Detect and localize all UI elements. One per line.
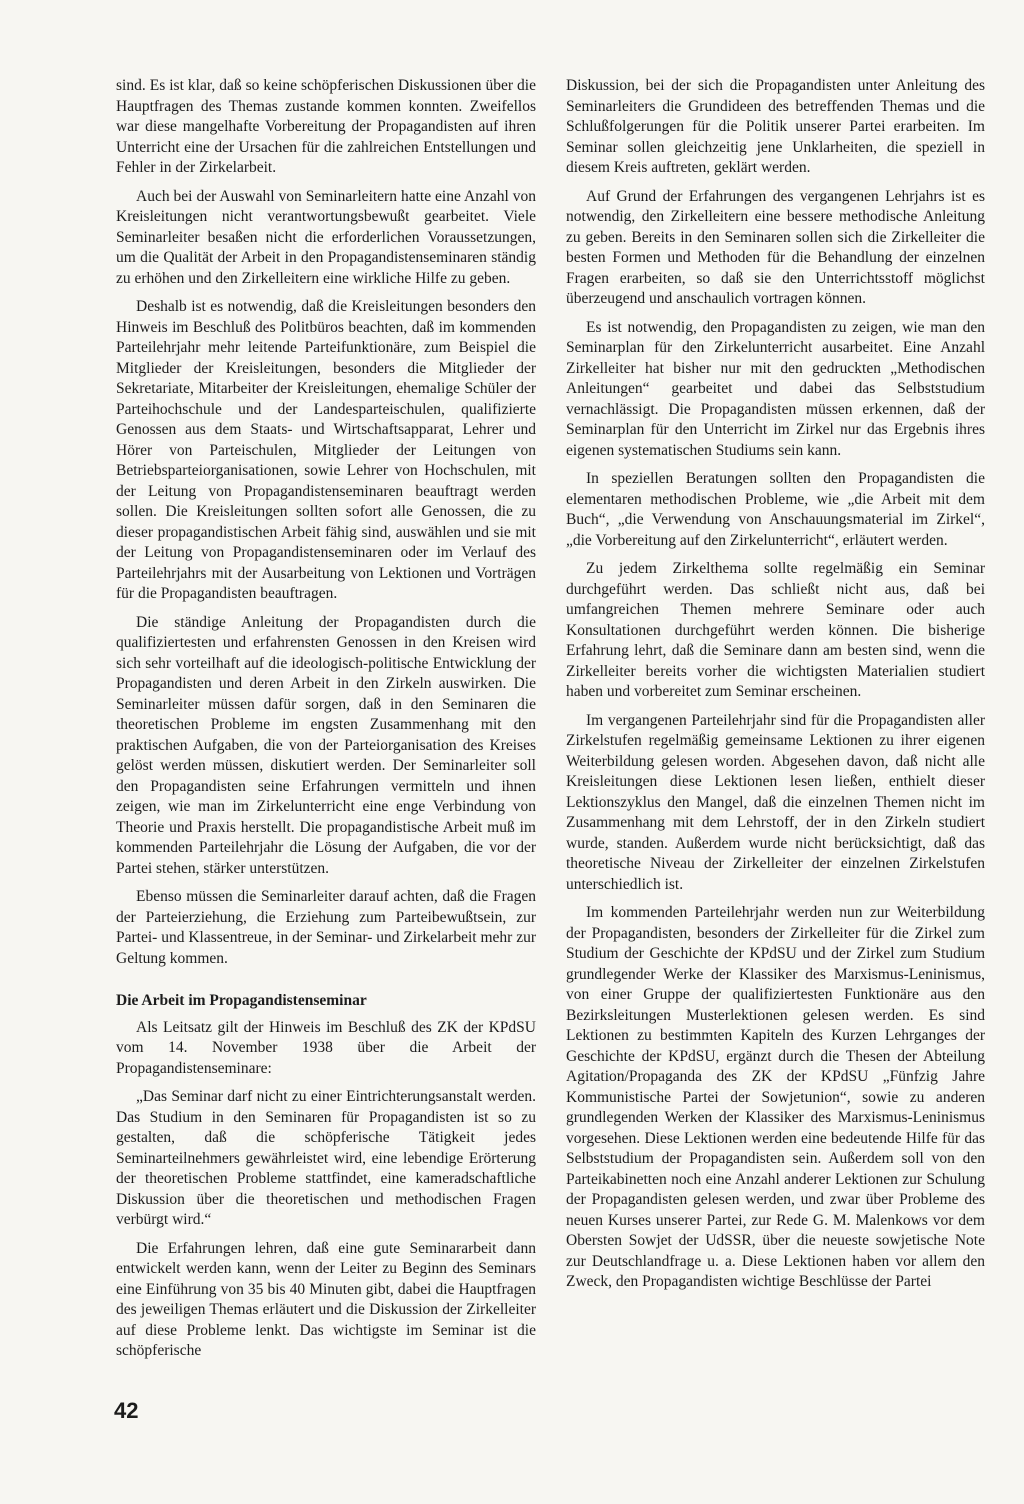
page-number: 42 — [114, 1398, 139, 1423]
paragraph: Die ständige Anleitung der Propagandisten durch die qualifiziertesten und erfahrensten Genossen in den Kreisen wird sich sehr vorteilhaft auf die ideologisch-politische Entwicklung der Propagandisten und deren Arbeit in den Zirkeln auswirken. Die Seminarleiter müssen dafür sorgen, daß in den Seminaren die theoretischen Probleme im engsten Zusammenhang mit den praktischen Aufgaben, die von der Parteiorganisation des Kreises gelöst werden müssen, diskutiert werden. Der Seminarleiter soll den Propagandisten seine Erfahrungen vermitteln und ihnen zeigen, wie man im Zirkelunterricht eine enge Verbindung von Theorie und Praxis herstellt. Die propagandistische Arbeit muß im kommenden Parteilehrjahr die Lösung der Aufgaben, die vor der Partei stehen, stärker unterstützen. — [116, 613, 536, 877]
paragraph: Ebenso müssen die Seminarleiter darauf achten, daß die Fragen der Parteierziehung, die Erziehung zum Parteibewußtsein, zur Partei- und Klassentreue, in der Seminar- und Zirkelarbeit mehr zur Geltung kommen. — [116, 888, 536, 967]
paragraph: Auf Grund der Erfahrungen des vergangenen Lehrjahrs ist es notwendig, den Zirkelleitern eine bessere methodische Anleitung zu geben. Bereits in den Seminaren sollen sich die Zirkelleiter die besten Formen und Methoden für die Behandlung der einzelnen Fragen erarbeiten, so daß sie den Unterrichtsstoff möglichst überzeugend und anschaulich vortragen können. — [566, 187, 985, 307]
section-heading: Die Arbeit im Propagandistenseminar — [116, 992, 367, 1009]
paragraph: Deshalb ist es notwendig, daß die Kreisleitungen besonders den Hinweis im Beschluß des Politbüros beachten, daß im kommenden Parteilehrjahr mehr leitende Parteifunktionäre, zum Beispiel die Mitglieder der Kreisleitungen, besonders die Mitglieder der Sekretariate, Mitarbeiter der Kreisleitungen, ehemalige Schüler der Parteihochschule und der Landesparteischulen, qualifizierte Genossen aus dem Staats- und Wirtschaftsapparat, Lehrer und Hörer von Parteischulen, Mitglieder der Leitungen von Betriebsparteiorganisationen, sowie Lehrer von Hochschulen, mit der Leitung von Propagandistenseminaren beauftragt werden sollen. Die Kreisleitungen sollten sofort alle Genossen, die zu dieser propagandistischen Arbeit fähig sind, auswählen und sie mit der Leitung von Propagandistenseminaren oder im Verlauf des Parteilehrjahrs mit der Ausarbeitung von Lektionen und Vorträgen für die Propagandisten beauftragen. — [116, 298, 536, 602]
paragraph: Im vergangenen Parteilehrjahr sind für die Propagandisten aller Zirkelstufen regelmäßig gemeinsame Lektionen zu ihrer eigenen Weiterbildung gelesen worden. Abgesehen davon, daß nicht alle Kreisleitungen diese Lektionen lesen ließen, enthielt dieser Lektionszyklus den Mangel, daß die einzelnen Themen nicht im Zusammenhang mit dem Lehrstoff, der in den Zirkeln studiert wurde, standen. Außerdem wurde nicht berücksichtigt, daß das theoretische Niveau der Zirkelleiter der einzelnen Zirkelstufen unterschiedlich ist. — [566, 711, 985, 893]
paragraph: Auch bei der Auswahl von Seminarleitern hatte eine Anzahl von Kreisleitungen nicht verantwortungsbewußt gearbeitet. Viele Seminarleiter besaßen nicht die erforderlichen Voraussetzungen, um die Qualität der Arbeit in den Propagandistenseminaren ständig zu erhöhen und den Zirkelleitern eine wirkliche Hilfe zu geben. — [116, 187, 536, 287]
quotation: „Das Seminar darf nicht zu einer Eintrichterungsanstalt werden. Das Studium in den Seminaren für Propagandisten ist so zu gestalten, daß die schöpferische Tätigkeit jedes Seminarteilnehmers gewährleistet wird, eine lebendige Erörterung der theoretischen Probleme stattfindet, eine kameradschaftliche Diskussion über die theoretischen und methodischen Fragen verbürgt wird.“ — [116, 1088, 536, 1228]
paragraph: Diskussion, bei der sich die Propagandisten unter Anleitung des Seminarleiters die Grundideen des betreffenden Themas und die Schlußfolgerungen für die Politik unserer Partei erarbeiten. Im Seminar sollen gleichzeitig jene Unklarheiten, die speziell in diesem Kreis auftreten, geklärt werden. — [566, 77, 985, 176]
left-column — [116, 76, 536, 1370]
paragraph: Zu jedem Zirkelthema sollte regelmäßig ein Seminar durchgeführt werden. Das schließt nicht aus, daß bei umfangreichen Themen mehrere Seminare oder auch Konsultationen durchgeführt werden können. Die bisherige Erfahrung lehrt, daß die Seminare dann am besten sind, wenn die Zirkelleiter bereits vorher die wichtigsten Materialien studiert haben und vorbereitet zum Seminar erscheinen. — [566, 560, 985, 700]
paragraph: sind. Es ist klar, daß so keine schöpferischen Diskussionen über die Hauptfragen des Themas zustande kommen konnten. Zweifellos war diese mangelhafte Vorbereitung der Propagandisten auf ihren Unterricht eine der Ursachen für die zahlreichen Entstellungen und Fehler in der Zirkelarbeit. — [116, 77, 536, 176]
paragraph: Die Erfahrungen lehren, daß eine gute Seminararbeit dann entwickelt werden kann, wenn der Leiter zu Beginn des Seminars eine Einführung von 35 bis 40 Minuten gibt, dabei die Hauptfragen des jeweiligen Themas erläutert und die Diskussion der Zirkelleiter auf diese Probleme lenkt. Das wichtigste im Seminar ist die schöpferische — [116, 1239, 536, 1359]
paragraph: In speziellen Beratungen sollten den Propagandisten die elementaren methodischen Probleme, wie „die Arbeit mit dem Buch“, „die Verwendung von Anschauungsmaterial im Zirkel“, „die Vorbereitung auf den Zirkelunterricht“, erläutert werden. — [566, 470, 985, 549]
right-column — [566, 76, 985, 1301]
paragraph: Es ist notwendig, den Propagandisten zu zeigen, wie man den Seminarplan für den Zirkelunterricht ausarbeitet. Eine Anzahl Zirkelleiter hat bisher nur mit den gedruckten „Methodischen Anleitungen“ gearbeitet und dabei das Selbststudium vernachlässigt. Die Propagandisten müssen erkennen, daß der Seminarplan für den Unterricht im Zirkel nur das Ergebnis ihres eigenen systematischen Studiums sein kann. — [566, 318, 985, 459]
paragraph: Im kommenden Parteilehrjahr werden nun zur Weiterbildung der Propagandisten, besonders der Zirkelleiter für die Zirkel zum Studium der Geschichte der KPdSU und der Zirkel zum Studium grundlegender Werke der Klassiker des Marxismus-Leninismus, von einer Gruppe der qualifiziertesten Funktionäre aus den Bezirksleitungen Musterlektionen gelesen werden. Es sind Lektionen zu bestimmten Kapiteln des Kurzen Lehrganges der Geschichte der KPdSU, ergänzt durch die Thesen der Abteilung Agitation/Propaganda des ZK der KPdSU „Fünfzig Jahre Kommunistische Partei der Sowjetunion“, sowie zu anderen grundlegenden Werken der Klassiker des Marxismus-Leninismus vorgesehen. Diese Lektionen werden eine bedeutende Hilfe für das Selbststudium der Propagandisten sein. Außerdem soll von den Parteikabinetten noch eine Anzahl anderer Lektionen zur Schulung der Propagandisten gelesen werden, und zwar über Probleme des neuen Kurses unserer Partei, zur Rede G. M. Malenkows vor dem Obersten Sowjet der UdSSR, über die neueste sowjetische Note zur Deutschlandfrage u. a. Diese Lektionen haben vor allem den Zweck, den Propagandisten wichtige Beschlüsse der Partei — [566, 904, 985, 1290]
paragraph: Als Leitsatz gilt der Hinweis im Beschluß des ZK der KPdSU vom 14. November 1938 über die Arbeit der Propagandistenseminare: — [116, 1018, 536, 1077]
